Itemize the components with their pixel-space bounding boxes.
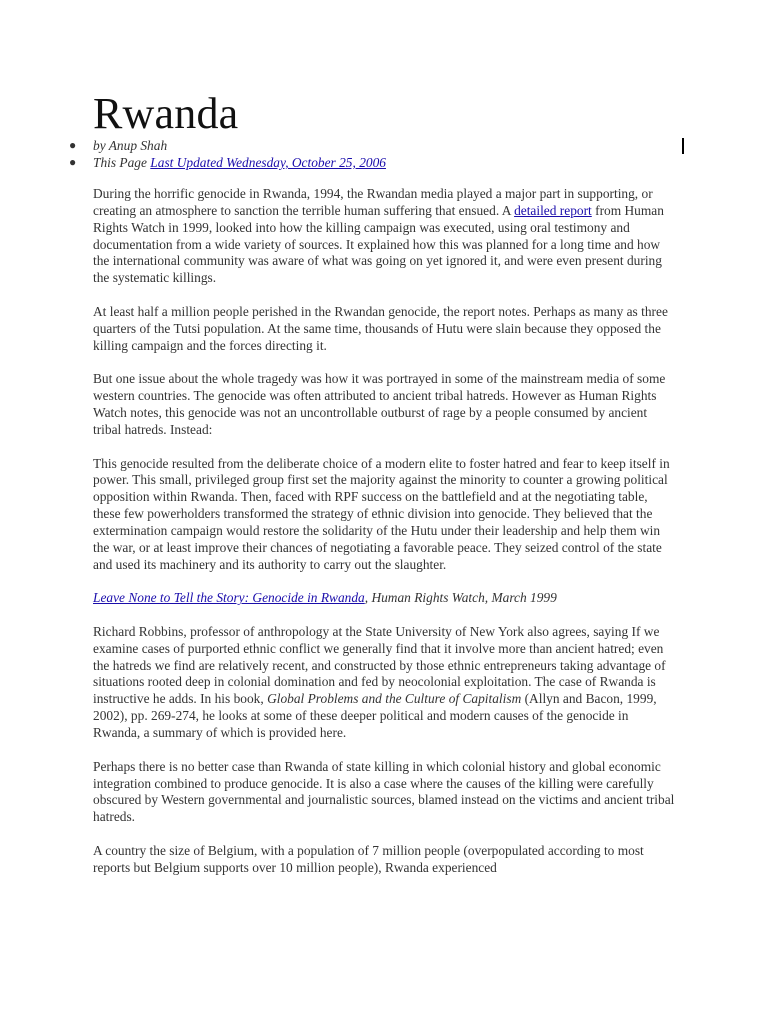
hrw-report-link[interactable]: Leave None to Tell the Story: Genocide in Rwanda [93,590,365,606]
byline-item [69,137,386,154]
updated-item [69,154,386,171]
quote-paragraph: This genocide resulted from the deliberate choice of a modern elite to foster hatred and fear to keep itself in power. This small, privileged group first set the majority against the minority to counter a growing political opposition within Rwanda. Then, faced with RPF success on the battlefield and at the negotiating table, these few powerholders transformed the strategy of ethnic division into genocide. They believed that the extermination campaign would restore the solidarity of the Hutu under their leadership and help them win the war, or at least improve their chances of negotiating a favorable peace. They seized control of the state and used its machinery and its authority to carry out the slaughter. [93,455,670,572]
p5-text-a: Richard Robbins, professor of anthropology at the State University of New York also agrees, saying If we examine cases of purported ethnic conflict we generally find that it involve more than ancient hatred; even the hatreds we find are relatively recent, and constructed by those ethnic entrepreneurs taking advantage of situations rooted deep in colonial domination and fed by neocolonial exploitation. The case of Rwanda is instructive he adds. In his book, [93,623,666,707]
bullet-icon: ● [69,138,77,152]
text-cursor [682,138,684,154]
meta-list [69,137,386,171]
p5-text-b: (Allyn and Bacon, 1999, 2002), pp. 269-274, he looks at some of these deeper political and modern causes of the genocide in Rwanda, a summary of which is provided here. [93,691,657,740]
paragraph-2: At least half a million people perished in the Rwandan genocide, the report notes. Perhaps as many as three quarters of the Tutsi population. At the same time, thousands of Hutu were slain because they opposed the killing campaign and the forces directing it. [93,303,668,353]
paragraph-6: Perhaps there is no better case than Rwanda of state killing in which colonial history and global economic integration combined to produce genocide. It is also a case where the causes of the killing were carefully obscured by Western governmental and journalistic sources, blamed instead on the victims and ancient tribal hatreds. [93,758,675,825]
last-updated-link[interactable]: Last Updated Wednesday, October 25, 2006 [150,155,386,170]
paragraph-7: A country the size of Belgium, with a population of 7 million people (overpopulated according to most reports but Belgium supports over 10 million people), Rwanda experienced [93,842,644,875]
citation-rest: , Human Rights Watch, March 1999 [364,590,557,606]
detailed-report-link[interactable]: detailed report [514,202,592,218]
article-body [93,186,677,893]
book-title: Global Problems and the Culture of Capitalism [267,691,522,707]
p1-text-a: During the horrific genocide in Rwanda, 1994, the Rwandan media played a major part in supporting, or creating an atmosphere to sanction the terrible human suffering that ensued. A [93,186,653,218]
paragraph-5 [93,624,677,742]
bullet-icon: ● [69,155,77,169]
paragraph-3: But one issue about the whole tragedy was how it was portrayed in some of the mainstream media of some western countries. The genocide was often attributed to ancient tribal hatreds. However as Human Rights Watch notes, this genocide was not an uncontrollable outburst of rage by a people consumed by ancient tribal hatreds. Instead: [93,371,666,437]
updated-prefix: This Page [93,155,151,170]
page-title: Rwanda [93,89,239,138]
citation [93,590,677,607]
paragraph-1 [93,186,677,287]
byline: by Anup Shah [93,138,168,153]
p1-text-b: from Human Rights Watch in 1999, looked into how the killing campaign was executed, using oral testimony and documentation from a wide variety of sources. It explained how this was planned for a long time and how the international community was aware of what was going on yet ignored it, and were even present during the systematic killings. [93,202,664,286]
